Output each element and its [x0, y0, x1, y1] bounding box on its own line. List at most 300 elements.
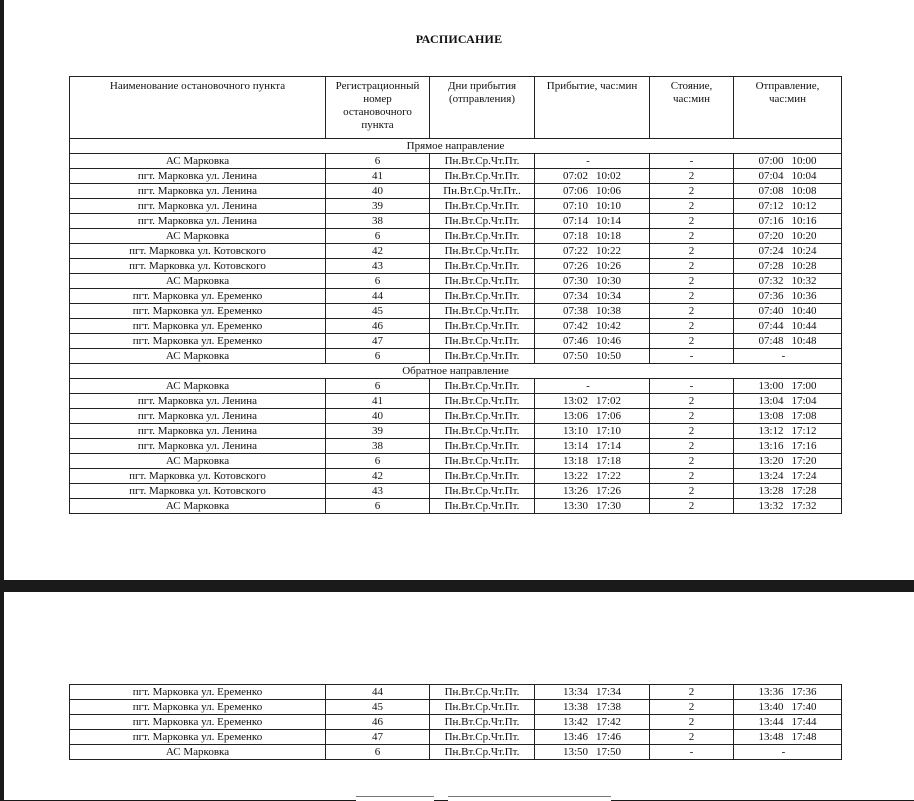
departure-cell: [734, 214, 842, 229]
table-header-row: [70, 77, 842, 139]
arrival-cell-value-2: 17:10: [596, 424, 622, 437]
arrival-cell: [535, 469, 650, 484]
departure-cell-value-2: 10:40: [791, 304, 817, 317]
stay-cell: 2: [650, 484, 734, 499]
table-row: [70, 289, 842, 304]
days-cell: Пн.Вт.Ср.Чт.Пт..: [430, 184, 535, 199]
arrival-cell-value-1: 07:06: [562, 184, 588, 197]
arrival-cell: [535, 685, 650, 700]
arrival-cell-value-1: 07:10: [562, 199, 588, 212]
stop-name-cell: пгт. Марковка ул. Еременко: [70, 304, 326, 319]
departure-cell-value-1: 13:36: [758, 685, 784, 698]
departure-cell: [734, 484, 842, 499]
stop-name-cell: пгт. Марковка ул. Еременко: [70, 700, 326, 715]
days-cell: Пн.Вт.Ср.Чт.Пт.: [430, 394, 535, 409]
days-cell: Пн.Вт.Ср.Чт.Пт.: [430, 469, 535, 484]
stop-name-cell: пгт. Марковка ул. Еременко: [70, 685, 326, 700]
schedule-table: [69, 76, 842, 514]
days-cell: Пн.Вт.Ср.Чт.Пт.: [430, 289, 535, 304]
arrival-cell-value-2: 17:26: [596, 484, 622, 497]
stop-name-cell: АС Марковка: [70, 229, 326, 244]
table-row: [70, 499, 842, 514]
arrival-cell: [535, 274, 650, 289]
arrival-cell-value-1: 13:10: [562, 424, 588, 437]
stay-cell: 2: [650, 685, 734, 700]
stay-cell: 2: [650, 319, 734, 334]
header-days: Дни прибытия (отправления): [430, 77, 535, 139]
departure-cell: [734, 154, 842, 169]
departure-cell-value-1: 13:16: [758, 439, 784, 452]
stay-cell: 2: [650, 499, 734, 514]
section-label: Прямое направление: [70, 139, 842, 154]
departure-cell-value-2: 17:36: [791, 685, 817, 698]
arrival-cell-value-1: 13:46: [562, 730, 588, 743]
days-cell: Пн.Вт.Ср.Чт.Пт.: [430, 439, 535, 454]
departure-cell-value-2: 10:04: [791, 169, 817, 182]
arrival-cell-value-1: 07:26: [562, 259, 588, 272]
reg-number-cell: 46: [326, 319, 430, 334]
arrival-cell-value-1: 07:02: [562, 169, 588, 182]
reg-number-cell: 6: [326, 454, 430, 469]
reg-number-cell: 44: [326, 685, 430, 700]
arrival-cell-value-2: 17:22: [596, 469, 622, 482]
table-row: [70, 685, 842, 700]
reg-number-cell: 6: [326, 745, 430, 760]
arrival-cell-value-2: 10:38: [596, 304, 622, 317]
arrival-cell: [535, 730, 650, 745]
departure-cell-value-1: 07:40: [758, 304, 784, 317]
arrival-cell-value-2: 10:18: [596, 229, 622, 242]
schedule-table-continued: [69, 684, 842, 760]
reg-number-cell: 40: [326, 409, 430, 424]
arrival-cell-value-2: 17:14: [596, 439, 622, 452]
stop-name-cell: АС Марковка: [70, 154, 326, 169]
departure-cell: [734, 424, 842, 439]
stay-cell: 2: [650, 289, 734, 304]
stop-name-cell: пгт. Марковка ул. Еременко: [70, 715, 326, 730]
reg-number-cell: 41: [326, 169, 430, 184]
arrival-cell-value-2: 17:42: [596, 715, 622, 728]
arrival-cell: [535, 169, 650, 184]
departure-cell-value-2: 17:40: [791, 700, 817, 713]
departure-cell: [734, 715, 842, 730]
arrival-cell: [535, 700, 650, 715]
arrival-cell-value-2: 10:34: [596, 289, 622, 302]
departure-cell-value-2: 17:16: [791, 439, 817, 452]
days-cell: Пн.Вт.Ср.Чт.Пт.: [430, 304, 535, 319]
stay-cell: 2: [650, 730, 734, 745]
days-cell: Пн.Вт.Ср.Чт.Пт.: [430, 244, 535, 259]
departure-cell-value-2: 17:12: [791, 424, 817, 437]
arrival-cell-value-2: 17:34: [596, 685, 622, 698]
arrival-cell: [535, 244, 650, 259]
departure-cell: [734, 289, 842, 304]
stop-name-cell: АС Марковка: [70, 745, 326, 760]
arrival-cell-value-2: 10:26: [596, 259, 622, 272]
days-cell: Пн.Вт.Ср.Чт.Пт.: [430, 349, 535, 364]
arrival-cell-value-1: 07:42: [562, 319, 588, 332]
reg-number-cell: 47: [326, 334, 430, 349]
table-row: [70, 274, 842, 289]
stop-name-cell: пгт. Марковка ул. Ленина: [70, 169, 326, 184]
stop-name-cell: пгт. Марковка ул. Ленина: [70, 184, 326, 199]
departure-cell-value-1: 07:28: [758, 259, 784, 272]
arrival-cell: [535, 304, 650, 319]
departure-cell-value-2: 17:04: [791, 394, 817, 407]
stay-cell: 2: [650, 454, 734, 469]
days-cell: Пн.Вт.Ср.Чт.Пт.: [430, 259, 535, 274]
arrival-cell-value-2: 10:14: [596, 214, 622, 227]
departure-cell-value-2: 10:44: [791, 319, 817, 332]
page-title: РАСПИСАНИЕ: [415, 32, 503, 46]
stay-cell: 2: [650, 424, 734, 439]
departure-cell-value-2: 10:16: [791, 214, 817, 227]
table-row: [70, 715, 842, 730]
arrival-cell: [535, 715, 650, 730]
reg-number-cell: 6: [326, 154, 430, 169]
arrival-cell-value-1: 13:30: [562, 499, 588, 512]
arrival-cell-value-2: 10:42: [596, 319, 622, 332]
departure-cell-value-1: 07:04: [758, 169, 784, 182]
arrival-cell-value-1: 07:34: [562, 289, 588, 302]
arrival-cell: [535, 214, 650, 229]
departure-cell-value-1: 13:44: [758, 715, 784, 728]
days-cell: Пн.Вт.Ср.Чт.Пт.: [430, 214, 535, 229]
arrival-cell-value-2: 17:46: [596, 730, 622, 743]
stay-cell: -: [650, 745, 734, 760]
table-row: [70, 334, 842, 349]
stay-cell: 2: [650, 274, 734, 289]
departure-cell-value-2: 17:32: [791, 499, 817, 512]
departure-cell-value-1: 07:44: [758, 319, 784, 332]
departure-cell-value-1: 13:28: [758, 484, 784, 497]
arrival-cell: [535, 184, 650, 199]
stop-name-cell: пгт. Марковка ул. Ленина: [70, 439, 326, 454]
arrival-cell-value-1: 13:26: [562, 484, 588, 497]
departure-cell-value-1: 07:20: [758, 229, 784, 242]
table-row: [70, 700, 842, 715]
arrival-cell-value-2: 17:50: [596, 745, 622, 758]
header-departure: Отправление, час:мин: [734, 77, 842, 139]
arrival-cell-value-1: 07:38: [562, 304, 588, 317]
stay-cell: 2: [650, 304, 734, 319]
arrival-cell: [535, 409, 650, 424]
departure-cell: [734, 439, 842, 454]
stay-cell: 2: [650, 229, 734, 244]
table-row: [70, 439, 842, 454]
table-row: [70, 484, 842, 499]
departure-cell: [734, 394, 842, 409]
header-stay: Стояние, час:мин: [650, 77, 734, 139]
reg-number-cell: 6: [326, 274, 430, 289]
arrival-cell-value-1: 13:18: [562, 454, 588, 467]
table-row: [70, 349, 842, 364]
arrival-cell: [535, 424, 650, 439]
stay-cell: 2: [650, 199, 734, 214]
table-row: [70, 424, 842, 439]
departure-cell: [734, 169, 842, 184]
arrival-cell: [535, 484, 650, 499]
arrival-cell: [535, 499, 650, 514]
table-row: [70, 214, 842, 229]
departure-cell-value-2: 10:32: [791, 274, 817, 287]
arrival-cell-value-2: 10:30: [596, 274, 622, 287]
stop-name-cell: АС Марковка: [70, 274, 326, 289]
departure-cell-value-2: 17:44: [791, 715, 817, 728]
arrival-cell: [535, 229, 650, 244]
reg-number-cell: 42: [326, 469, 430, 484]
stay-cell: 2: [650, 409, 734, 424]
departure-cell-value-1: 13:00: [758, 379, 784, 392]
page-edge-mark: [448, 796, 611, 801]
stay-cell: 2: [650, 244, 734, 259]
arrival-cell-value-1: 07:50: [562, 349, 588, 362]
days-cell: Пн.Вт.Ср.Чт.Пт.: [430, 700, 535, 715]
stay-cell: 2: [650, 184, 734, 199]
departure-cell-value-2: 17:08: [791, 409, 817, 422]
page-edge-mark: [356, 796, 434, 801]
reg-number-cell: 43: [326, 484, 430, 499]
arrival-cell: [535, 319, 650, 334]
departure-cell-value-1: 13:32: [758, 499, 784, 512]
departure-cell: [734, 499, 842, 514]
arrival-cell-value-1: 13:14: [562, 439, 588, 452]
stop-name-cell: пгт. Марковка ул. Ленина: [70, 409, 326, 424]
stay-cell: 2: [650, 469, 734, 484]
table-row: [70, 379, 842, 394]
arrival-cell-value-1: 13:38: [562, 700, 588, 713]
header-arrival: Прибытие, час:мин: [535, 77, 650, 139]
section-label: Обратное направление: [70, 364, 842, 379]
stop-name-cell: пгт. Марковка ул. Ленина: [70, 424, 326, 439]
arrival-cell-value-1: 13:06: [562, 409, 588, 422]
days-cell: Пн.Вт.Ср.Чт.Пт.: [430, 274, 535, 289]
days-cell: Пн.Вт.Ср.Чт.Пт.: [430, 715, 535, 730]
table-row: [70, 304, 842, 319]
stop-name-cell: пгт. Марковка ул. Еременко: [70, 289, 326, 304]
stop-name-cell: пгт. Марковка ул. Котовского: [70, 259, 326, 274]
reg-number-cell: 42: [326, 244, 430, 259]
arrival-cell-value-2: 17:02: [596, 394, 622, 407]
stop-name-cell: пгт. Марковка ул. Ленина: [70, 394, 326, 409]
days-cell: Пн.Вт.Ср.Чт.Пт.: [430, 379, 535, 394]
table-row: [70, 409, 842, 424]
departure-cell: [734, 319, 842, 334]
stay-cell: 2: [650, 259, 734, 274]
reg-number-cell: 38: [326, 439, 430, 454]
reg-number-cell: 45: [326, 700, 430, 715]
departure-cell: [734, 454, 842, 469]
days-cell: Пн.Вт.Ср.Чт.Пт.: [430, 409, 535, 424]
reg-number-cell: 46: [326, 715, 430, 730]
departure-cell-value-2: 17:48: [791, 730, 817, 743]
departure-cell: [734, 685, 842, 700]
arrival-cell-value-2: 10:22: [596, 244, 622, 257]
departure-cell-value-2: 10:12: [791, 199, 817, 212]
days-cell: Пн.Вт.Ср.Чт.Пт.: [430, 154, 535, 169]
table-row: [70, 745, 842, 760]
arrival-cell: [535, 199, 650, 214]
departure-cell-value-1: 13:20: [758, 454, 784, 467]
departure-cell-value-2: 10:28: [791, 259, 817, 272]
table-row: [70, 229, 842, 244]
departure-cell-value-1: 07:24: [758, 244, 784, 257]
days-cell: Пн.Вт.Ср.Чт.Пт.: [430, 169, 535, 184]
departure-cell-value-1: 07:12: [758, 199, 784, 212]
stop-name-cell: пгт. Марковка ул. Котовского: [70, 244, 326, 259]
stop-name-cell: пгт. Марковка ул. Еременко: [70, 334, 326, 349]
departure-cell: [734, 379, 842, 394]
reg-number-cell: 38: [326, 214, 430, 229]
section-row: [70, 139, 842, 154]
reg-number-cell: 39: [326, 424, 430, 439]
stop-name-cell: пгт. Марковка ул. Котовского: [70, 484, 326, 499]
departure-cell-value-1: 07:32: [758, 274, 784, 287]
table-row: [70, 169, 842, 184]
arrival-cell-value-1: -: [586, 379, 590, 392]
arrival-cell-value-1: 07:46: [562, 334, 588, 347]
arrival-cell: [535, 289, 650, 304]
arrival-cell: [535, 454, 650, 469]
stop-name-cell: АС Марковка: [70, 454, 326, 469]
reg-number-cell: 39: [326, 199, 430, 214]
arrival-cell-value-1: 13:50: [562, 745, 588, 758]
reg-number-cell: 47: [326, 730, 430, 745]
departure-cell: [734, 259, 842, 274]
stay-cell: 2: [650, 214, 734, 229]
arrival-cell: [535, 349, 650, 364]
arrival-cell-value-1: 13:02: [562, 394, 588, 407]
departure-cell-value-2: 10:36: [791, 289, 817, 302]
stop-name-cell: АС Марковка: [70, 499, 326, 514]
arrival-cell-value-2: 10:06: [596, 184, 622, 197]
stay-cell: 2: [650, 169, 734, 184]
departure-cell-value-2: 10:08: [791, 184, 817, 197]
section-row: [70, 364, 842, 379]
departure-cell: [734, 244, 842, 259]
departure-cell-value-2: 17:24: [791, 469, 817, 482]
departure-cell: [734, 199, 842, 214]
departure-cell-value-1: 13:24: [758, 469, 784, 482]
days-cell: Пн.Вт.Ср.Чт.Пт.: [430, 685, 535, 700]
arrival-cell-value-2: 10:10: [596, 199, 622, 212]
arrival-cell: [535, 394, 650, 409]
reg-number-cell: 6: [326, 349, 430, 364]
reg-number-cell: 40: [326, 184, 430, 199]
stop-name-cell: пгт. Марковка ул. Ленина: [70, 214, 326, 229]
days-cell: Пн.Вт.Ср.Чт.Пт.: [430, 484, 535, 499]
departure-cell-value-2: 17:20: [791, 454, 817, 467]
arrival-cell-value-1: 07:14: [562, 214, 588, 227]
reg-number-cell: 43: [326, 259, 430, 274]
days-cell: Пн.Вт.Ср.Чт.Пт.: [430, 229, 535, 244]
departure-cell-value-1: 07:16: [758, 214, 784, 227]
departure-cell-value-1: -: [781, 349, 786, 362]
departure-cell: [734, 469, 842, 484]
days-cell: Пн.Вт.Ср.Чт.Пт.: [430, 319, 535, 334]
arrival-cell: [535, 334, 650, 349]
stop-name-cell: пгт. Марковка ул. Ленина: [70, 199, 326, 214]
departure-cell-value-1: -: [781, 745, 786, 758]
reg-number-cell: 6: [326, 229, 430, 244]
departure-cell: [734, 334, 842, 349]
table-row: [70, 469, 842, 484]
departure-cell-value-2: 10:24: [791, 244, 817, 257]
departure-cell-value-1: 07:36: [758, 289, 784, 302]
arrival-cell-value-1: 13:22: [562, 469, 588, 482]
departure-cell: [734, 700, 842, 715]
departure-cell: [734, 730, 842, 745]
arrival-cell-value-2: 17:38: [596, 700, 622, 713]
table-row: [70, 154, 842, 169]
table-row: [70, 319, 842, 334]
stay-cell: -: [650, 379, 734, 394]
arrival-cell-value-2: 10:02: [596, 169, 622, 182]
arrival-cell-value-2: 17:06: [596, 409, 622, 422]
departure-cell: [734, 745, 842, 760]
departure-cell: [734, 349, 842, 364]
departure-cell: [734, 304, 842, 319]
days-cell: Пн.Вт.Ср.Чт.Пт.: [430, 334, 535, 349]
arrival-cell: [535, 259, 650, 274]
arrival-cell-value-1: 07:18: [562, 229, 588, 242]
stay-cell: 2: [650, 394, 734, 409]
departure-cell-value-1: 13:04: [758, 394, 784, 407]
departure-cell-value-2: 17:28: [791, 484, 817, 497]
stay-cell: 2: [650, 700, 734, 715]
departure-cell: [734, 274, 842, 289]
table-row: [70, 394, 842, 409]
table-row: [70, 730, 842, 745]
departure-cell-value-1: 07:48: [758, 334, 784, 347]
header-reg-number: Регистрационный номер остановочного пункта: [326, 77, 430, 139]
days-cell: Пн.Вт.Ср.Чт.Пт.: [430, 730, 535, 745]
arrival-cell-value-1: -: [586, 154, 590, 167]
stop-name-cell: АС Марковка: [70, 379, 326, 394]
days-cell: Пн.Вт.Ср.Чт.Пт.: [430, 454, 535, 469]
days-cell: Пн.Вт.Ср.Чт.Пт.: [430, 745, 535, 760]
departure-cell-value-1: 13:48: [758, 730, 784, 743]
departure-cell-value-1: 13:40: [758, 700, 784, 713]
departure-cell: [734, 409, 842, 424]
arrival-cell: [535, 439, 650, 454]
departure-cell-value-1: 07:08: [758, 184, 784, 197]
stay-cell: -: [650, 349, 734, 364]
reg-number-cell: 41: [326, 394, 430, 409]
days-cell: Пн.Вт.Ср.Чт.Пт.: [430, 199, 535, 214]
arrival-cell-value-1: 07:30: [562, 274, 588, 287]
arrival-cell-value-2: 10:46: [596, 334, 622, 347]
stop-name-cell: АС Марковка: [70, 349, 326, 364]
stay-cell: 2: [650, 439, 734, 454]
arrival-cell-value-2: 10:50: [596, 349, 622, 362]
stay-cell: -: [650, 154, 734, 169]
departure-cell-value-1: 13:08: [758, 409, 784, 422]
arrival-cell-value-1: 13:42: [562, 715, 588, 728]
arrival-cell: [535, 379, 650, 394]
departure-cell-value-2: 17:00: [791, 379, 817, 392]
header-stop-name: Наименование остановочного пункта: [70, 77, 326, 139]
stop-name-cell: пгт. Марковка ул. Еременко: [70, 319, 326, 334]
days-cell: Пн.Вт.Ср.Чт.Пт.: [430, 499, 535, 514]
reg-number-cell: 6: [326, 499, 430, 514]
table-row: [70, 259, 842, 274]
stay-cell: 2: [650, 334, 734, 349]
days-cell: Пн.Вт.Ср.Чт.Пт.: [430, 424, 535, 439]
arrival-cell-value-2: 17:30: [596, 499, 622, 512]
departure-cell-value-1: 13:12: [758, 424, 784, 437]
reg-number-cell: 44: [326, 289, 430, 304]
